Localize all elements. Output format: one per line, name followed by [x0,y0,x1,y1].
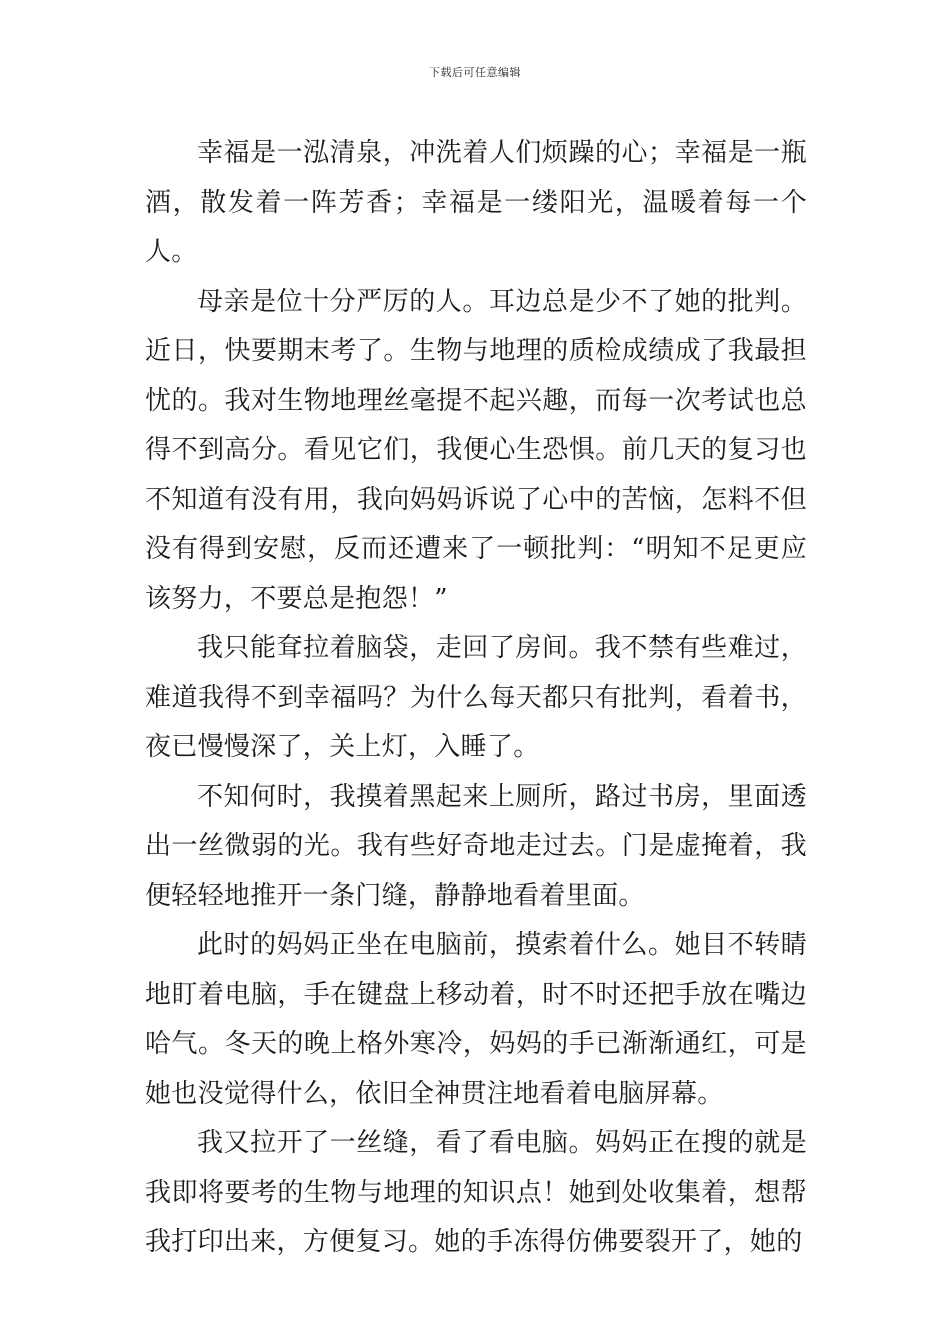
paragraph: 我又拉开了一丝缝，看了看电脑。妈妈正在搜的就是我即将要考的生物与地理的知识点！她到处收集着，想帮我打印出来，方便复习。她的手冻得仿佛要裂开了，她的 [145,1128,807,1257]
paragraph: 我只能耷拉着脑袋，走回了房间。我不禁有些难过，难道我得不到幸福吗？为什么每天都只有批判，看着书，夜已慢慢深了，关上灯，入睡了。 [145,633,807,762]
paragraph: 母亲是位十分严厉的人。耳边总是少不了她的批判。近日，快要期末考了。生物与地理的质检成绩成了我最担忧的。我对生物地理丝毫提不起兴趣，而每一次考试也总得不到高分。看见它们，我便心生恐惧。前几天的复习也不知道有没有用，我向妈妈诉说了心中的苦恼，怎料不但没有得到安慰，反而还遭来了一顿批判：“明知不足更应该努力，不要总是抱怨！” [145,286,807,614]
document-body [145,129,807,1268]
paragraph: 不知何时，我摸着黑起来上厕所，路过书房，里面透出一丝微弱的光。我有些好奇地走过去。门是虚掩着，我便轻轻地推开一条门缝，静静地看着里面。 [145,781,807,911]
paragraph: 幸福是一泓清泉，冲洗着人们烦躁的心；幸福是一瓶酒，散发着一阵芳香；幸福是一缕阳光，温暖着每一个人。 [145,138,807,267]
page-header: 下载后可任意编辑 [429,66,521,79]
paragraph: 此时的妈妈正坐在电脑前，摸索着什么。她目不转睛地盯着电脑，手在键盘上移动着，时不时还把手放在嘴边哈气。冬天的晚上格外寒冷，妈妈的手已渐渐通红，可是她也没觉得什么，依旧全神贯注地看着电脑屏幕。 [145,930,807,1109]
